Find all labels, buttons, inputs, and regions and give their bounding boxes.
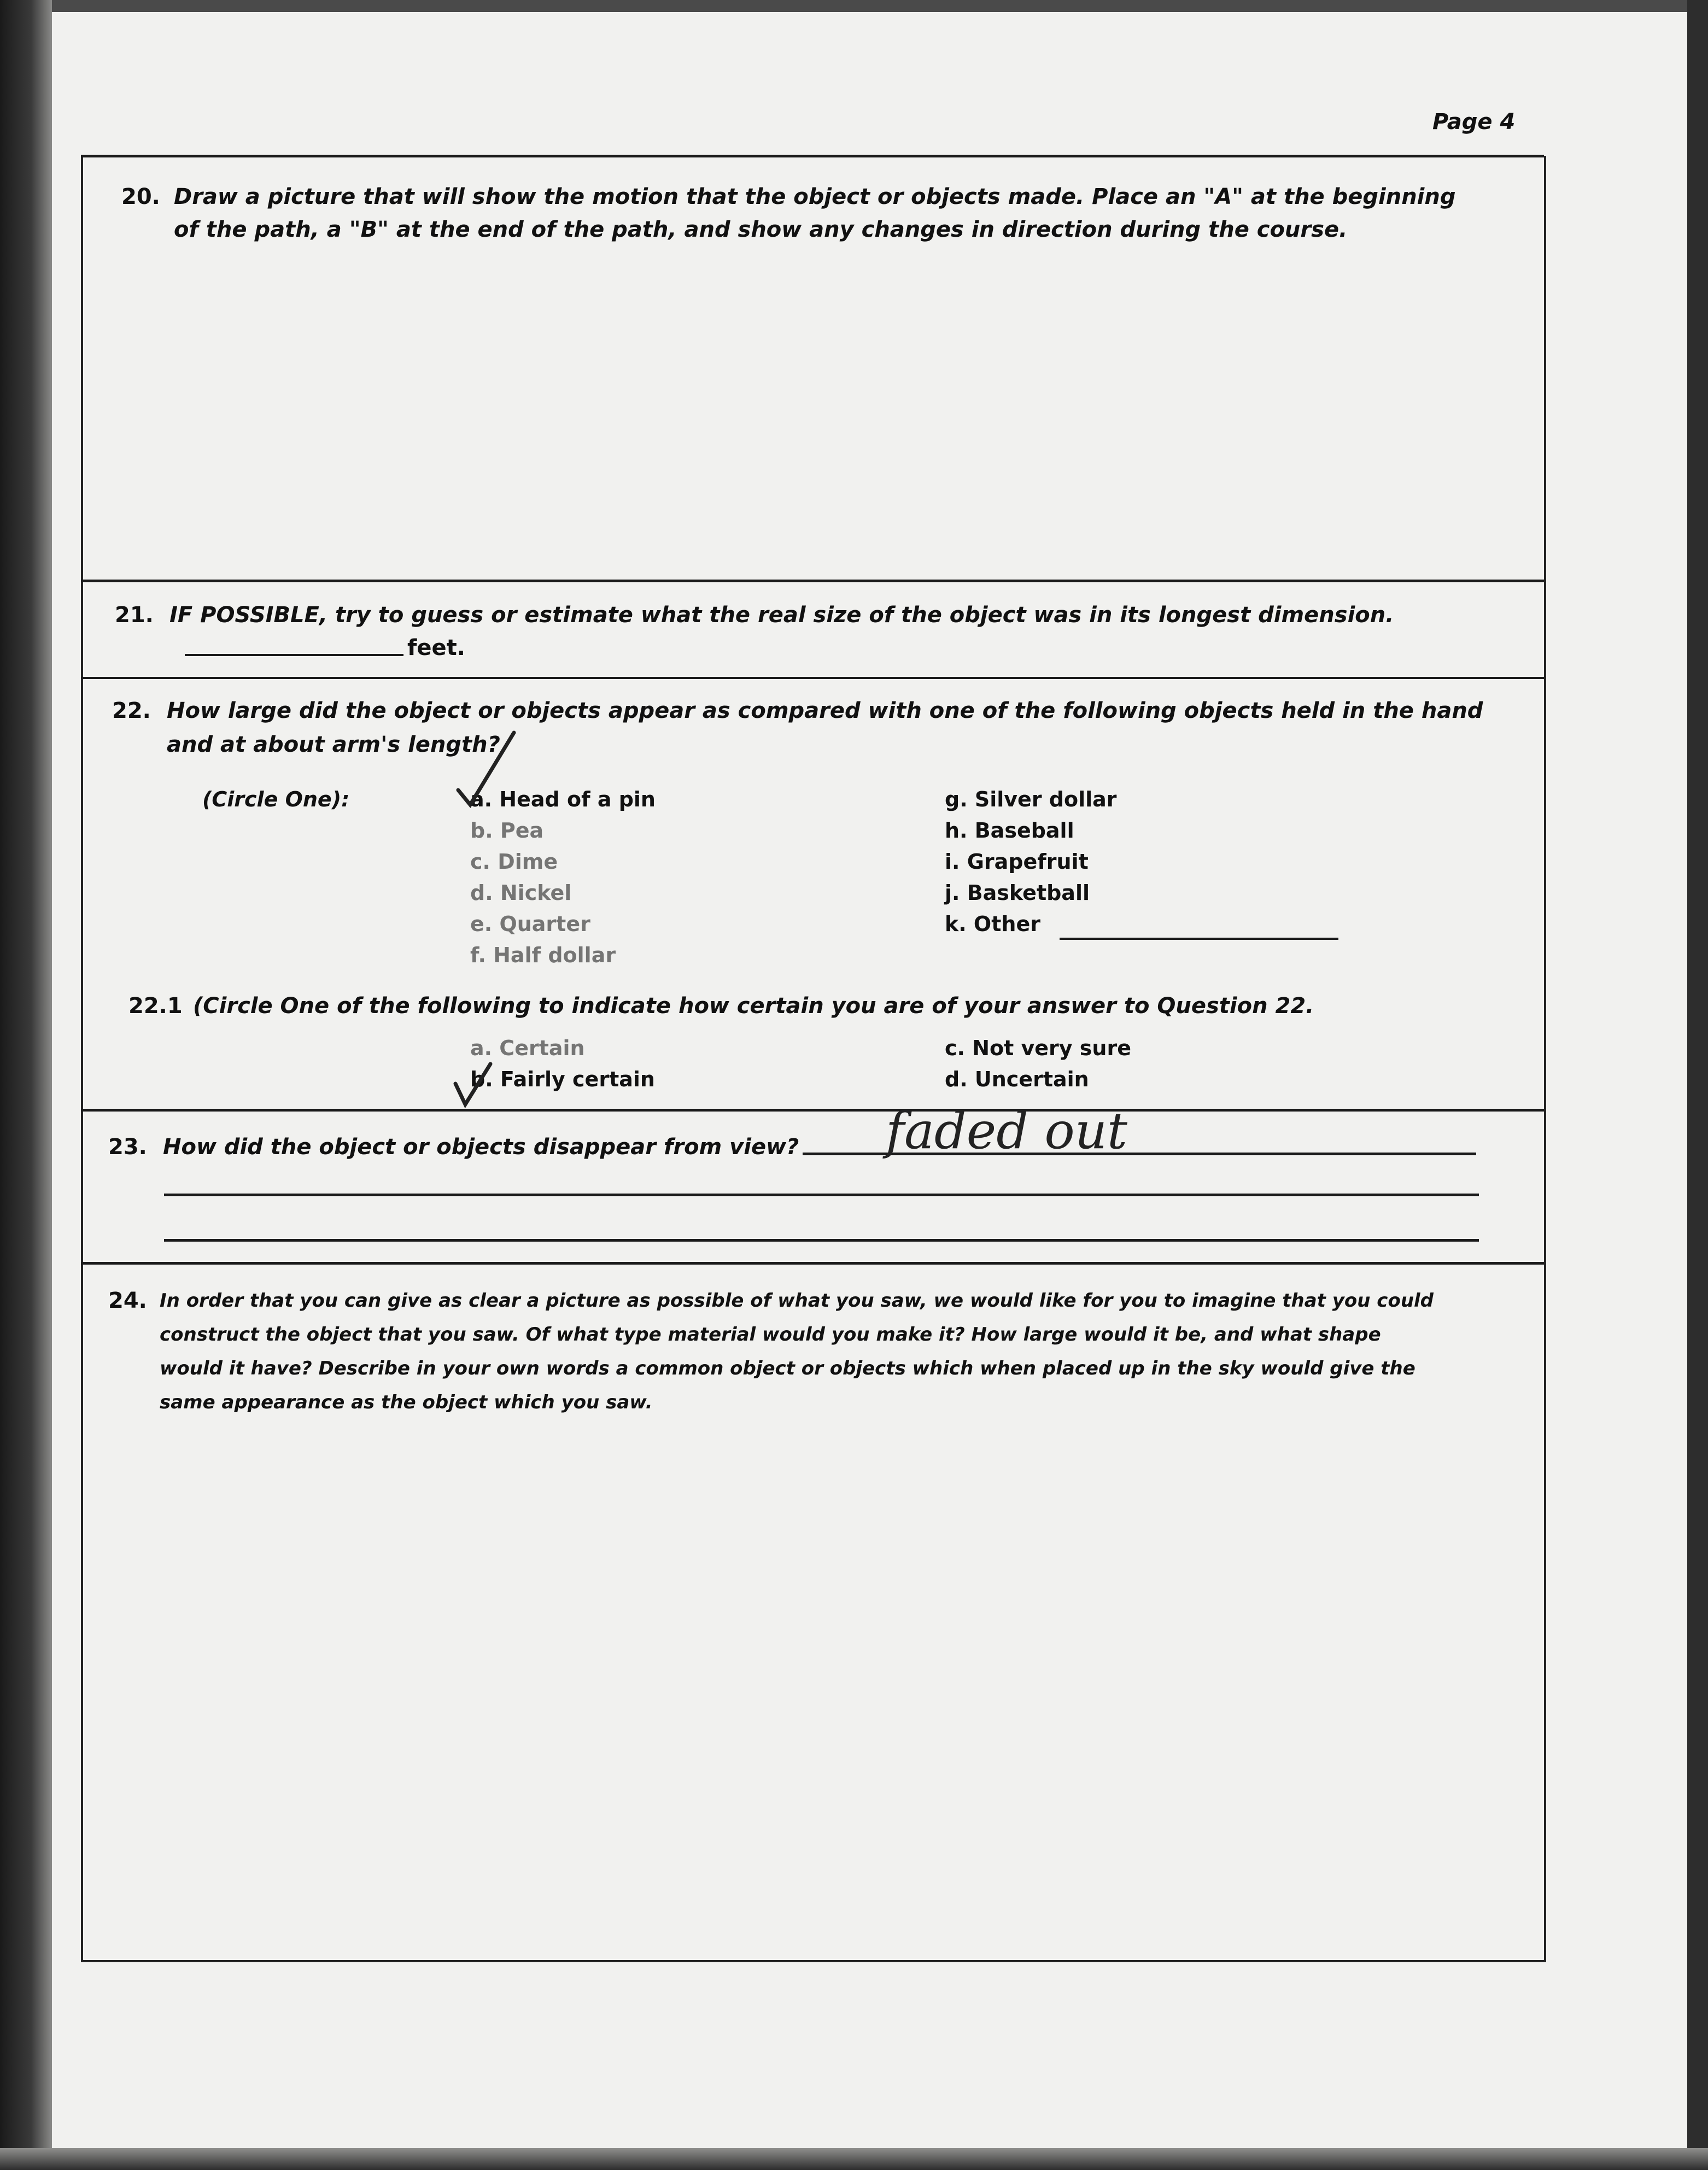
circle-one-label: (Circle One): <box>202 787 350 811</box>
section-divider-22-23 <box>81 1109 1544 1112</box>
question-24-line4: same appearance as the object which you saw. <box>160 1391 653 1413</box>
question-22-1-text: (Circle One of the following to indicate how certain you are of your answer to Question 22. <box>193 993 1314 1019</box>
scan-bottom-edge <box>0 2148 1708 2170</box>
section-divider-20-21 <box>81 580 1544 582</box>
disappearance-answer-line3[interactable] <box>164 1239 1479 1242</box>
question-21 <box>115 599 1536 631</box>
drawing-area[interactable] <box>87 257 1536 574</box>
size-estimate-field[interactable] <box>185 654 403 656</box>
question-24 <box>108 1284 1530 1413</box>
question-20 <box>121 180 1532 242</box>
question-23-text: How did the object or objects disappear from view? <box>163 1134 799 1160</box>
question-22 <box>112 694 1534 757</box>
option-other[interactable]: k. Other <box>945 912 1040 936</box>
question-23-number: 23. <box>108 1134 147 1160</box>
checkmark-fairly-certain-icon <box>451 1061 495 1110</box>
question-24-line3: would it have? Describe in your own words a common object or objects which when placed up in the sky would give the <box>160 1358 1415 1379</box>
option-not-very-sure[interactable]: c. Not very sure <box>945 1036 1131 1060</box>
question-20-line2: of the path, a "B" at the end of the path, and show any changes in direction during the course. <box>174 217 1348 242</box>
question-21-number: 21. <box>115 603 154 628</box>
question-24-line1: In order that you can give as clear a picture as possible of what you saw, we would like for you to imagine that you could <box>160 1290 1434 1312</box>
option-baseball[interactable]: h. Baseball <box>945 818 1074 843</box>
option-half-dollar[interactable]: f. Half dollar <box>470 943 616 967</box>
option-uncertain[interactable]: d. Uncertain <box>945 1067 1089 1091</box>
option-quarter[interactable]: e. Quarter <box>470 912 590 936</box>
disappearance-answer-line2[interactable] <box>164 1194 1479 1196</box>
question-22-1 <box>128 990 1528 1022</box>
option-fairly-certain[interactable]: b. Fairly certain <box>470 1067 655 1091</box>
question-22-line1: How large did the object or objects appear as compared with one of the following objects held in the hand <box>167 698 1483 723</box>
option-pea[interactable]: b. Pea <box>470 818 544 843</box>
question-23 <box>108 1131 874 1163</box>
form-top-border <box>81 155 1544 157</box>
question-22-1-number: 22.1 <box>128 993 183 1019</box>
size-unit-label: feet. <box>407 635 465 660</box>
question-22-number: 22. <box>112 698 151 723</box>
scan-top-edge <box>0 0 1708 12</box>
other-size-field[interactable] <box>1060 938 1338 940</box>
question-20-number: 20. <box>121 184 160 209</box>
scan-left-edge <box>0 0 52 2170</box>
option-certain[interactable]: a. Certain <box>470 1036 585 1060</box>
description-answer-area[interactable] <box>87 1432 1536 1952</box>
option-grapefruit[interactable]: i. Grapefruit <box>945 850 1089 874</box>
handwritten-answer: faded out <box>886 1102 1127 1160</box>
question-22-line2: and at about arm's length? <box>167 732 500 757</box>
checkmark-head-of-a-pin-icon <box>453 727 524 809</box>
section-divider-21-22 <box>81 677 1544 679</box>
page-number: Page 4 <box>1432 109 1516 134</box>
option-silver-dollar[interactable]: g. Silver dollar <box>945 787 1117 811</box>
option-head-of-a-pin[interactable]: a. Head of a pin <box>470 787 656 811</box>
question-20-line1: Draw a picture that will show the motion that the object or objects made. Place an "A" at the beginning <box>174 184 1456 209</box>
question-21-text: IF POSSIBLE, try to guess or estimate what the real size of the object was in its longest dimension. <box>169 603 1394 628</box>
question-24-number: 24. <box>108 1288 147 1313</box>
option-dime[interactable]: c. Dime <box>470 850 558 874</box>
section-divider-23-24 <box>81 1262 1544 1265</box>
option-basketball[interactable]: j. Basketball <box>945 881 1090 905</box>
question-24-line2: construct the object that you saw. Of what type material would you make it? How large would it be, and what shape <box>160 1324 1381 1346</box>
option-nickel[interactable]: d. Nickel <box>470 881 572 905</box>
scan-right-edge <box>1687 0 1708 2170</box>
